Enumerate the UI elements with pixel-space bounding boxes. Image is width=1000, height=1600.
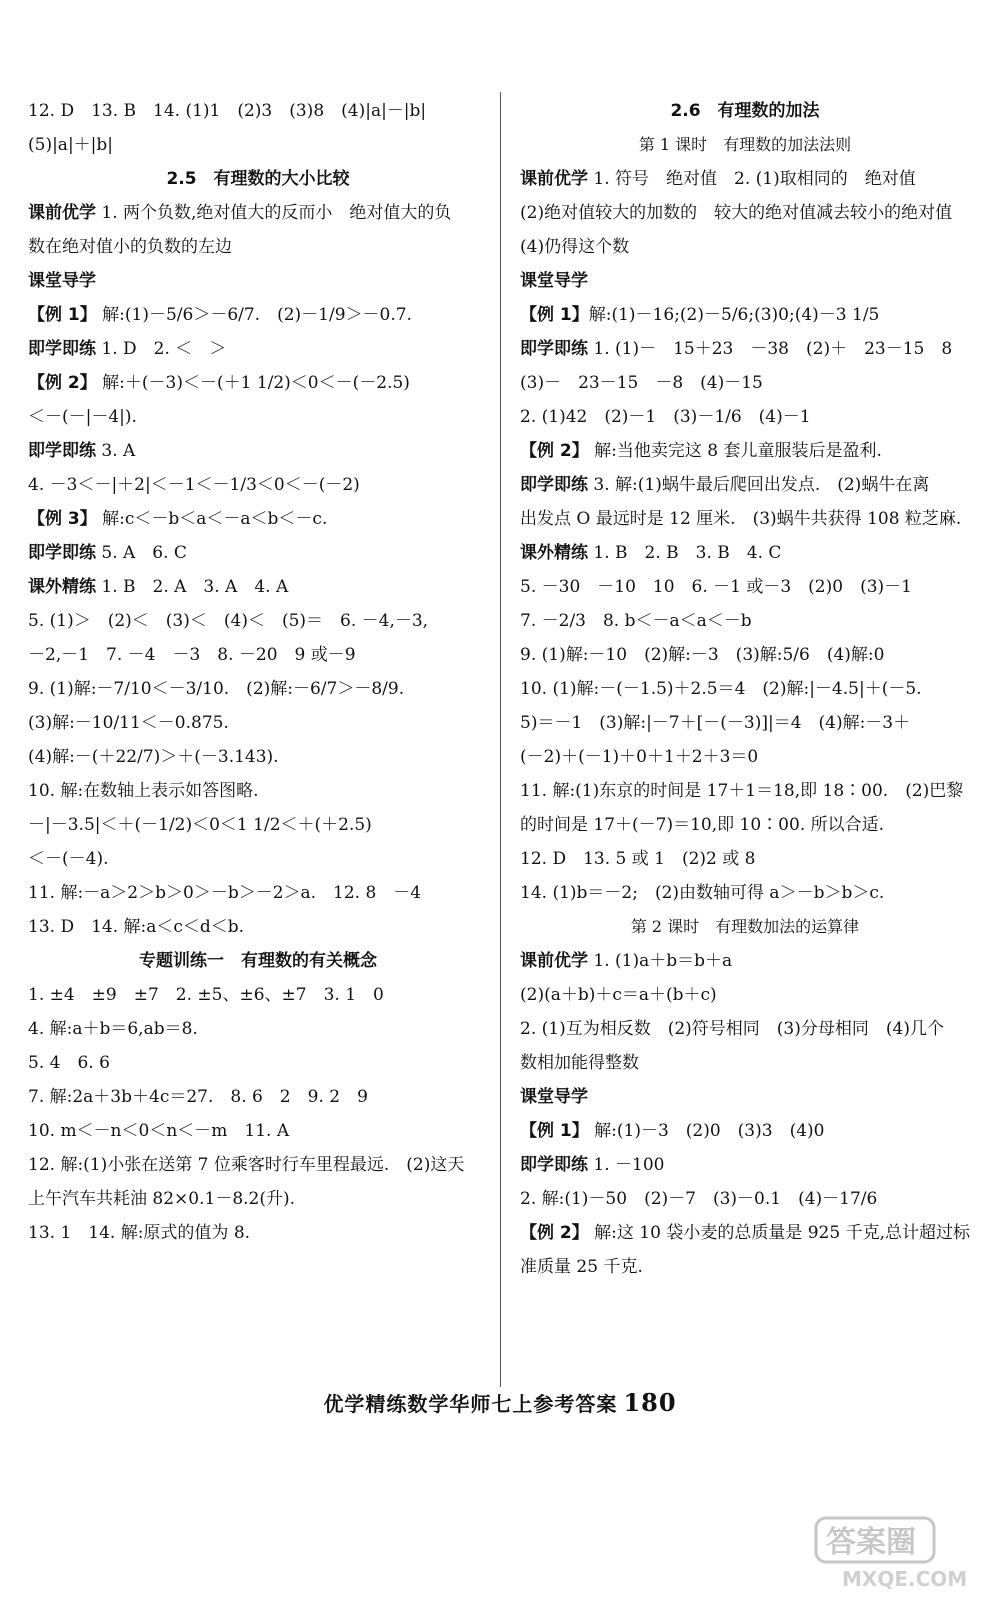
answer-line <box>28 338 488 360</box>
answer-line <box>520 848 970 870</box>
answer-text: ＜－(－4). <box>28 849 109 869</box>
answer-label: 课堂导学 <box>28 271 96 291</box>
answer-line <box>520 712 970 734</box>
answer-line <box>520 984 970 1006</box>
answer-text: 13. D 14. 解:a＜c＜d＜b. <box>28 917 245 937</box>
answer-text: 10. 解:在数轴上表示如答图略. <box>28 781 259 801</box>
answer-line <box>28 236 488 258</box>
answer-line <box>28 984 488 1006</box>
answer-line <box>28 576 488 598</box>
answer-text: 5. (1)＞ (2)＜ (3)＜ (4)＜ (5)＝ 6. －4,－3, <box>28 611 429 631</box>
right-column <box>520 100 970 1290</box>
answer-line <box>520 406 970 428</box>
answer-line <box>28 1086 488 1108</box>
answer-line <box>28 814 488 836</box>
answer-text: (－2)＋(－1)＋0＋1＋2＋3＝0 <box>520 747 759 767</box>
lesson-subheading: 第 1 课时 有理数的加法法则 <box>638 135 852 154</box>
answer-label: 课前优学 <box>28 203 96 223</box>
answer-line <box>28 304 488 326</box>
answer-text: 出发点 O 最远时是 12 厘米. (3)蜗牛共获得 108 粒芝麻. <box>520 509 962 529</box>
answer-line <box>520 202 970 224</box>
answer-text: 5. A 6. C <box>96 543 187 563</box>
answer-line <box>28 1188 488 1210</box>
answer-text: (2)绝对值较大的加数的 较大的绝对值减去较小的绝对值 <box>520 203 953 223</box>
answer-text: 1. －100 <box>588 1155 665 1175</box>
answer-line <box>520 508 970 530</box>
answer-line <box>520 1120 970 1142</box>
answer-line <box>520 1154 970 1176</box>
answer-label: 课堂导学 <box>520 1087 588 1107</box>
answer-line <box>520 1086 970 1108</box>
answer-text: 12. D 13. 5 或 1 (2)2 或 8 <box>520 849 756 869</box>
page-footer <box>0 1388 1000 1417</box>
answer-line <box>520 1018 970 1040</box>
answer-label: 【例 2】 <box>520 1223 589 1243</box>
answer-text: 4. －3＜－|＋2|＜－1＜－1/3＜0＜－(－2) <box>28 475 360 495</box>
answer-text: 上午汽车共耗油 82×0.1－8.2(升). <box>28 1189 296 1209</box>
answer-line <box>28 270 488 292</box>
watermark-logo <box>812 1514 992 1594</box>
answer-text: －|－3.5|＜＋(－1/2)＜0＜1 1/2＜＋(＋2.5) <box>28 815 372 835</box>
answer-label: 【例 2】 <box>28 373 97 393</box>
answer-text: 的时间是 17＋(－7)＝10,即 10∶00. 所以合适. <box>520 815 885 835</box>
answer-text: 10. (1)解:－(－1.5)＋2.5＝4 (2)解:|－4.5|＋(－5. <box>520 679 922 699</box>
answer-label: 【例 1】 <box>28 305 97 325</box>
answer-text: (2)(a＋b)＋c＝a＋(b＋c) <box>520 985 717 1005</box>
answer-text: －2,－1 7. －4 －3 8. －20 9 或－9 <box>28 645 356 665</box>
answer-line <box>520 168 970 190</box>
answer-text: 数在绝对值小的负数的左边 <box>28 237 232 257</box>
answer-text: 1. B 2. A 3. A 4. A <box>96 577 289 597</box>
answer-line <box>520 1052 970 1074</box>
answer-text: 7. －2/3 8. b＜－a＜a＜－b <box>520 611 752 631</box>
answer-label: 即学即练 <box>28 543 96 563</box>
answer-line <box>520 1256 970 1278</box>
answer-line <box>28 474 488 496</box>
answer-line <box>28 1120 488 1142</box>
answer-text: 解:(1)－3 (2)0 (3)3 (4)0 <box>588 1121 825 1141</box>
answer-text: 11. 解:(1)东京的时间是 17＋1＝18,即 18∶00. (2)巴黎 <box>520 781 964 801</box>
answer-text: ＜－(－|－4|). <box>28 407 137 427</box>
answer-text: 5. －30 －10 10 6. －1 或－3 (2)0 (3)－1 <box>520 577 912 597</box>
answer-line <box>28 678 488 700</box>
answer-line <box>520 474 970 496</box>
answer-line <box>28 406 488 428</box>
answer-line <box>520 678 970 700</box>
answer-text: (3)－ 23－15 －8 (4)－15 <box>520 373 763 393</box>
answer-line <box>520 780 970 802</box>
answer-label: 课前优学 <box>520 951 588 971</box>
section-heading: 2.6 有理数的加法 <box>670 101 820 121</box>
answer-line <box>28 542 488 564</box>
answer-text: 9. (1)解:－10 (2)解:－3 (3)解:5/6 (4)解:0 <box>520 645 885 665</box>
answer-text: 14. (1)b＝－2; (2)由数轴可得 a＞－b＞b＞c. <box>520 883 885 903</box>
answer-line <box>520 746 970 768</box>
answer-text: 5. 4 6. 6 <box>28 1053 110 1073</box>
answer-line <box>520 542 970 564</box>
answer-text: 解:(1)－16;(2)－5/6;(3)0;(4)－3 1/5 <box>588 305 880 325</box>
answer-text: 12. 解:(1)小张在送第 7 位乘客时行车里程最远. (2)这天 <box>28 1155 465 1175</box>
answer-text: 解:(1)－5/6＞－6/7. (2)－1/9＞－0.7. <box>96 305 412 325</box>
answer-line <box>520 644 970 666</box>
answer-label: 【例 2】 <box>520 441 589 461</box>
answer-line <box>520 950 970 972</box>
answer-line <box>28 916 488 938</box>
answer-text: (3)解:－10/11＜－0.875. <box>28 713 229 733</box>
answer-label: 课外精练 <box>520 543 588 563</box>
svg-text:答案圈: 答案圈 <box>826 1525 916 1560</box>
answer-line <box>520 576 970 598</box>
answer-text: 2. 解:(1)－50 (2)－7 (3)－0.1 (4)－17/6 <box>520 1189 878 1209</box>
answer-text: 1. (1)a＋b＝b＋a <box>588 951 733 971</box>
left-column <box>28 100 488 1256</box>
answer-line <box>28 712 488 734</box>
answer-text: 解:＋(－3)＜－(＋1 1/2)＜0＜－(－2.5) <box>96 373 410 393</box>
answer-line <box>28 848 488 870</box>
page-number: 180 <box>623 1388 677 1417</box>
answer-label: 课堂导学 <box>520 271 588 291</box>
answer-text: 数相加能得整数 <box>520 1053 639 1073</box>
answer-text: 解:c＜－b＜a＜－a＜b＜－c. <box>96 509 328 529</box>
answer-text: 10. m＜－n＜0＜n＜－m 11. A <box>28 1121 290 1141</box>
answer-text: 4. 解:a＋b＝6,ab＝8. <box>28 1019 198 1039</box>
answer-text: 2. (1)互为相反数 (2)符号相同 (3)分母相同 (4)几个 <box>520 1019 944 1039</box>
answer-text: 11. 解:－a＞2＞b＞0＞－b＞－2＞a. 12. 8 －4 <box>28 883 422 903</box>
answer-line <box>520 1222 970 1244</box>
answer-line <box>520 814 970 836</box>
answer-text: 准质量 25 千克. <box>520 1257 643 1277</box>
answer-line <box>28 134 488 156</box>
answer-line <box>520 440 970 462</box>
answer-line <box>520 882 970 904</box>
answer-line <box>520 372 970 394</box>
answer-line <box>28 1018 488 1040</box>
answer-label: 即学即练 <box>28 339 96 359</box>
answer-text: 1. ±4 ±9 ±7 2. ±5、±6、±7 3. 1 0 <box>28 985 384 1005</box>
answer-label: 课外精练 <box>28 577 96 597</box>
answer-text: 1. 符号 绝对值 2. (1)取相同的 绝对值 <box>588 169 916 189</box>
answer-text: 1. D 2. ＜ ＞ <box>96 339 227 359</box>
answer-text: 7. 解:2a＋3b＋4c＝27. 8. 6 2 9. 2 9 <box>28 1087 368 1107</box>
answer-text: (5)|a|＋|b| <box>28 135 114 155</box>
answer-line <box>520 236 970 258</box>
answer-line <box>28 440 488 462</box>
answer-line <box>28 508 488 530</box>
answer-line <box>28 746 488 768</box>
answer-line <box>28 1222 488 1244</box>
answer-line <box>520 270 970 292</box>
answer-text: (4)解:－(＋22/7)＞＋(－3.143). <box>28 747 279 767</box>
answer-label: 【例 1】 <box>520 305 589 325</box>
answer-text: 解:这 10 袋小麦的总质量是 925 千克,总计超过标 <box>588 1223 970 1243</box>
answer-text: 5)＝－1 (3)解:|－7＋[－(－3)]|＝4 (4)解:－3＋ <box>520 713 911 733</box>
answer-label: 即学即练 <box>520 339 588 359</box>
answer-label: 课前优学 <box>520 169 588 189</box>
answer-line <box>520 610 970 632</box>
section-heading: 2.5 有理数的大小比较 <box>166 169 350 189</box>
answer-text: 3. A <box>96 441 136 461</box>
answer-line <box>520 1188 970 1210</box>
answer-label: 【例 1】 <box>520 1121 589 1141</box>
answer-line <box>28 610 488 632</box>
answer-line <box>28 372 488 394</box>
answer-text: 1. B 2. B 3. B 4. C <box>588 543 782 563</box>
lesson-subheading: 第 2 课时 有理数加法的运算律 <box>630 917 860 936</box>
answer-text: 解:当他卖完这 8 套儿童服装后是盈利. <box>588 441 882 461</box>
answer-label: 即学即练 <box>520 1155 588 1175</box>
answer-text: 2. (1)42 (2)－1 (3)－1/6 (4)－1 <box>520 407 811 427</box>
footer-title: 优学精练数学华师七上参考答案 <box>323 1392 618 1416</box>
answer-line <box>28 1052 488 1074</box>
section-heading: 专题训练一 有理数的有关概念 <box>139 951 377 971</box>
answer-label: 即学即练 <box>28 441 96 461</box>
answer-line <box>28 202 488 224</box>
answer-line <box>28 882 488 904</box>
answer-line <box>28 1154 488 1176</box>
answer-label: 【例 3】 <box>28 509 97 529</box>
answer-text: 1. 两个负数,绝对值大的反而小 绝对值大的负 <box>96 203 452 223</box>
svg-text:MXQE.COM: MXQE.COM <box>842 1567 968 1591</box>
answer-line <box>520 304 970 326</box>
answer-text: 3. 解:(1)蜗牛最后爬回出发点. (2)蜗牛在离 <box>588 475 930 495</box>
answer-text: 13. 1 14. 解:原式的值为 8. <box>28 1223 251 1243</box>
answer-line <box>28 780 488 802</box>
answer-line <box>520 338 970 360</box>
answer-text: 9. (1)解:－7/10＜－3/10. (2)解:－6/7＞－8/9. <box>28 679 405 699</box>
answer-line <box>28 644 488 666</box>
column-divider <box>500 92 501 1387</box>
answer-text: 12. D 13. B 14. (1)1 (2)3 (3)8 (4)|a|－|b| <box>28 101 427 121</box>
answer-text: (4)仍得这个数 <box>520 237 630 257</box>
answer-label: 即学即练 <box>520 475 588 495</box>
answer-line <box>28 100 488 122</box>
answer-text: 1. (1)－ 15＋23 －38 (2)＋ 23－15 8 <box>588 339 953 359</box>
